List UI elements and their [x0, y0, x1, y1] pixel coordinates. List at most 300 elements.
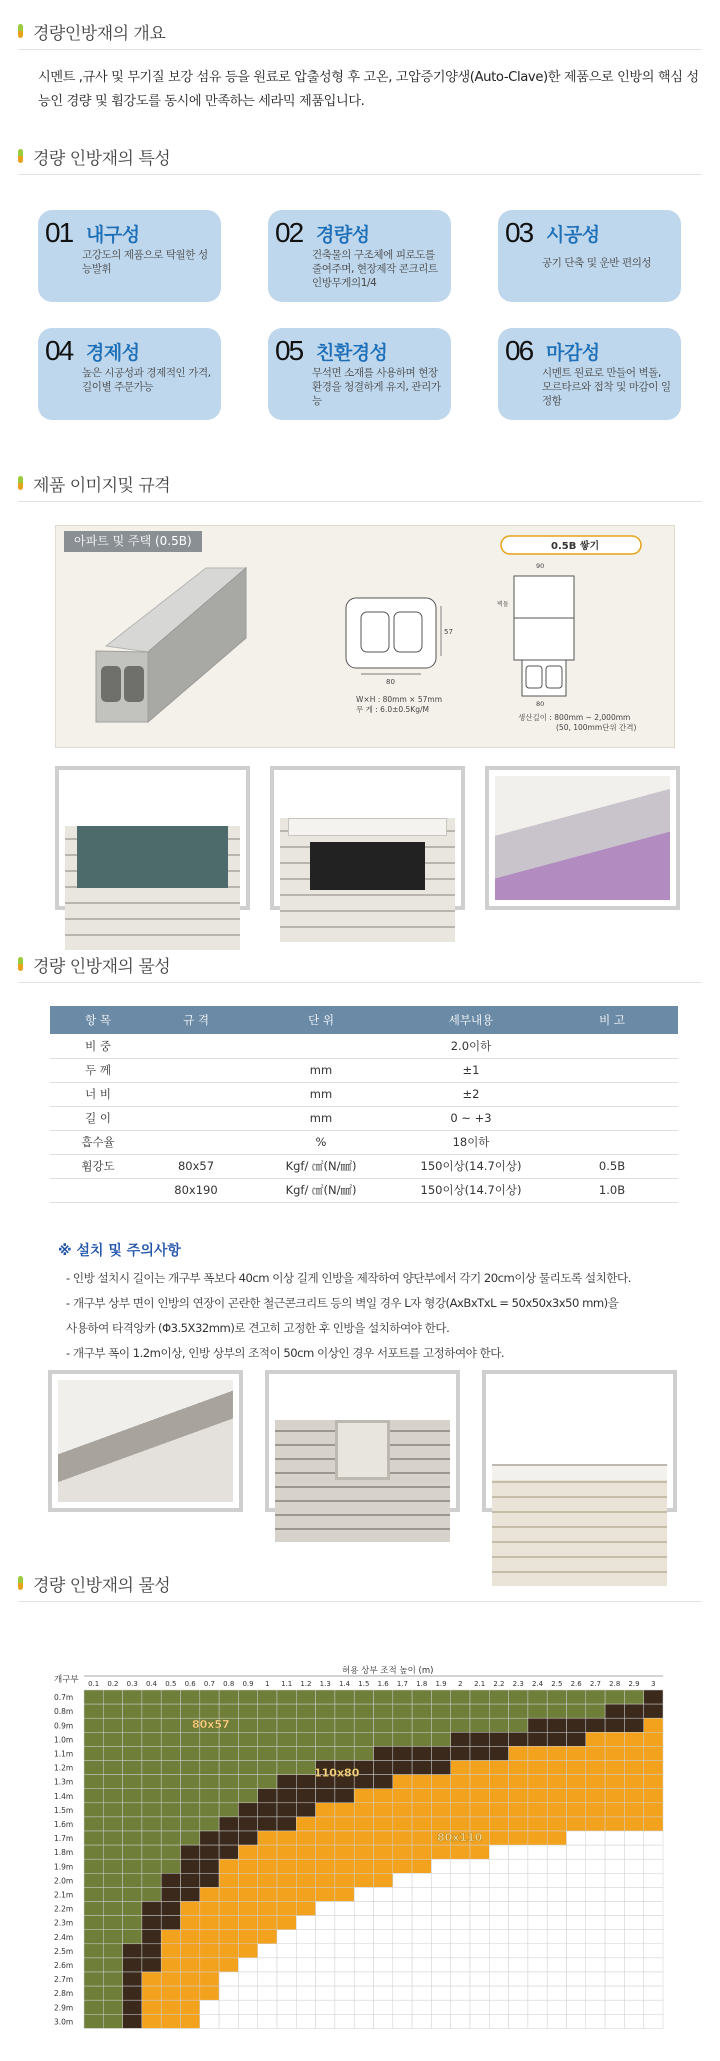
- heatmap-cell: [374, 1873, 393, 1887]
- heatmap-cell: [123, 1972, 142, 1986]
- heatmap-cell: [161, 1789, 180, 1803]
- heatmap-cell: [374, 1732, 393, 1746]
- heatmap-cell: [567, 1761, 586, 1775]
- heatmap-cell: [296, 2000, 315, 2014]
- section-title-images: 제품 이미지및 규격: [18, 472, 170, 494]
- heatmap-cell: [528, 1972, 547, 1986]
- heatmap-cell: [412, 1916, 431, 1930]
- heatmap-cell: [142, 1873, 161, 1887]
- heatmap-cell: [181, 1873, 200, 1887]
- heatmap-cell: [335, 1859, 354, 1873]
- heatmap-cell: [547, 1859, 566, 1873]
- heatmap-cell: [296, 1873, 315, 1887]
- heatmap-cell: [161, 1803, 180, 1817]
- heatmap-cell: [567, 1775, 586, 1789]
- heatmap-cell: [219, 2014, 238, 2028]
- heatmap-cell: [412, 1690, 431, 1704]
- heatmap-cell: [258, 1859, 277, 1873]
- heatmap-cell: [644, 2000, 663, 2014]
- heatmap-cell: [489, 1704, 508, 1718]
- heatmap-cell: [374, 1746, 393, 1760]
- heatmap-cell: [123, 1859, 142, 1873]
- x-tick-label: 0.9: [242, 1680, 254, 1688]
- heatmap-cell: [123, 1718, 142, 1732]
- heatmap-cell: [644, 1916, 663, 1930]
- heatmap-cell: [431, 1887, 450, 1901]
- heatmap-cell: [103, 1761, 122, 1775]
- heatmap-cell: [393, 1817, 412, 1831]
- heatmap-cell: [316, 1817, 335, 1831]
- heatmap-cell: [509, 2014, 528, 2028]
- heatmap-cell: [431, 1704, 450, 1718]
- heatmap-cell: [528, 1916, 547, 1930]
- heatmap-cell: [644, 1859, 663, 1873]
- y-tick-label: 2.4m: [54, 1932, 74, 1942]
- heatmap-cell: [489, 1873, 508, 1887]
- heatmap-cell: [335, 1817, 354, 1831]
- heatmap-cell: [528, 1704, 547, 1718]
- heatmap-cell: [200, 1845, 219, 1859]
- heatmap-cell: [335, 1789, 354, 1803]
- heatmap-cell: [296, 1916, 315, 1930]
- heatmap-cell: [412, 1761, 431, 1775]
- x-tick-label: 1.1: [281, 1680, 293, 1688]
- heatmap-cell: [258, 1958, 277, 1972]
- heatmap-cell: [470, 1859, 489, 1873]
- heatmap-cell: [451, 1732, 470, 1746]
- product-drawing: [56, 526, 676, 749]
- heatmap-cell: [489, 1817, 508, 1831]
- heatmap-cell: [644, 1704, 663, 1718]
- heatmap-cell: [258, 1831, 277, 1845]
- heatmap-cell: [277, 1845, 296, 1859]
- heatmap-cell: [489, 1986, 508, 2000]
- heatmap-cell: [374, 1958, 393, 1972]
- heatmap-cell: [451, 1902, 470, 1916]
- heatmap-cell: [624, 1817, 643, 1831]
- heatmap-cell: [470, 1944, 489, 1958]
- heatmap-cell: [605, 1958, 624, 1972]
- heatmap-cell: [103, 1944, 122, 1958]
- table-row: 비 중 2.0이하: [50, 1034, 678, 1058]
- heatmap-cell: [431, 1972, 450, 1986]
- heatmap-cell: [451, 1930, 470, 1944]
- heatmap-cell: [238, 1831, 257, 1845]
- heatmap-cell: [528, 1944, 547, 1958]
- heatmap-cell: [316, 1972, 335, 1986]
- heatmap-cell: [200, 1902, 219, 1916]
- heatmap-cell: [431, 1718, 450, 1732]
- heatmap-cell: [200, 1958, 219, 1972]
- heatmap-cell: [412, 1789, 431, 1803]
- y-tick-label: 2.9m: [54, 2003, 74, 2013]
- x-tick-label: 0.5: [165, 1680, 177, 1688]
- product-spec-panel: [55, 525, 675, 748]
- x-tick-label: 0.3: [126, 1680, 138, 1688]
- heatmap-cell: [567, 2014, 586, 2028]
- heatmap-cell: [470, 1789, 489, 1803]
- heatmap-cell: [528, 1746, 547, 1760]
- heatmap-cell: [528, 1803, 547, 1817]
- heatmap-cell: [644, 1972, 663, 1986]
- heatmap-cell: [258, 1817, 277, 1831]
- heatmap-cell: [470, 1761, 489, 1775]
- heatmap-cell: [123, 1873, 142, 1887]
- heatmap-cell: [277, 1732, 296, 1746]
- heatmap-cell: [84, 1831, 103, 1845]
- heatmap-cell: [412, 1944, 431, 1958]
- heatmap-cell: [277, 1930, 296, 1944]
- feature-card-3: 03 시공성 공기 단축 및 운반 편의성: [498, 210, 681, 302]
- heatmap-cell: [586, 1986, 605, 2000]
- heatmap-cell: [451, 1873, 470, 1887]
- heatmap-cell: [84, 1958, 103, 1972]
- heatmap-cell: [316, 1887, 335, 1901]
- table-row: 두 께 mm ±1: [50, 1058, 678, 1082]
- heatmap-cell: [316, 1803, 335, 1817]
- heatmap-cell: [123, 1704, 142, 1718]
- heatmap-cell: [84, 1704, 103, 1718]
- heatmap-cell: [528, 1732, 547, 1746]
- heatmap-cell: [624, 2000, 643, 2014]
- heatmap-cell: [200, 1887, 219, 1901]
- heatmap-cell: [451, 1746, 470, 1760]
- heatmap-cell: [238, 2014, 257, 2028]
- heatmap-cell: [509, 1902, 528, 1916]
- heatmap-cell: [586, 1944, 605, 1958]
- heatmap-cell: [200, 1704, 219, 1718]
- heatmap-cell: [277, 1958, 296, 1972]
- heatmap-cell: [470, 1845, 489, 1859]
- heatmap-cell: [393, 1803, 412, 1817]
- heatmap-cell: [354, 1732, 373, 1746]
- heatmap-cell: [431, 1930, 450, 1944]
- heatmap-cell: [316, 1718, 335, 1732]
- heatmap-cell: [335, 1704, 354, 1718]
- feature-card-6: 06 마감성 시멘트 원료로 만들어 벽돌, 모르타르와 접착 및 마감이 일정함: [498, 328, 681, 420]
- heatmap-cell: [567, 1916, 586, 1930]
- y-tick-label: 1.0m: [54, 1735, 74, 1745]
- heatmap-cell: [644, 1789, 663, 1803]
- heatmap-cell: [200, 2014, 219, 2028]
- heatmap-cell: [142, 1704, 161, 1718]
- heatmap-cell: [84, 1944, 103, 1958]
- heatmap-cell: [296, 2014, 315, 2028]
- heatmap-cell: [258, 1704, 277, 1718]
- heatmap-cell: [84, 1902, 103, 1916]
- heatmap-cell: [451, 1986, 470, 2000]
- heatmap-cell: [393, 1944, 412, 1958]
- heatmap-cell: [123, 2014, 142, 2028]
- heatmap-cell: [277, 1704, 296, 1718]
- heatmap-cell: [142, 2014, 161, 2028]
- x-tick-label: 1.2: [300, 1680, 312, 1688]
- heatmap-cell: [123, 1887, 142, 1901]
- heatmap-cell: [412, 1775, 431, 1789]
- heatmap-cell: [316, 1902, 335, 1916]
- heatmap-cell: [181, 1761, 200, 1775]
- heatmap-cell: [354, 1930, 373, 1944]
- bullet-icon: [18, 957, 23, 971]
- heatmap-cell: [509, 1761, 528, 1775]
- heatmap-cell: [181, 1845, 200, 1859]
- heatmap-cell: [431, 1845, 450, 1859]
- heatmap-cell: [181, 1859, 200, 1873]
- heatmap-cell: [431, 1732, 450, 1746]
- heatmap-cell: [296, 1986, 315, 2000]
- heatmap-cell: [489, 1845, 508, 1859]
- heatmap-cell: [547, 1958, 566, 1972]
- heatmap-cell: [335, 2014, 354, 2028]
- y-tick-label: 0.7m: [54, 1693, 74, 1703]
- heatmap-cell: [142, 1944, 161, 1958]
- heatmap-cell: [258, 1944, 277, 1958]
- brick-label: 벽돌: [497, 601, 509, 608]
- heatmap-cell: [547, 1789, 566, 1803]
- note-line: - 인방 설치시 길이는 개구부 폭보다 40cm 이상 길게 인방을 제작하여 양단부에서 각기 20cm이상 물리도록 설치한다.: [66, 1271, 631, 1285]
- heatmap-cell: [489, 1859, 508, 1873]
- heatmap-cell: [528, 1887, 547, 1901]
- y-tick-label: 2.3m: [54, 1918, 74, 1928]
- photo-install-5: [265, 1370, 460, 1512]
- heatmap-cell: [489, 1761, 508, 1775]
- heatmap-cell: [586, 1817, 605, 1831]
- heatmap-cell: [393, 1704, 412, 1718]
- heatmap-cell: [412, 1873, 431, 1887]
- bullet-icon: [18, 1576, 23, 1590]
- y-tick-label: 1.5m: [54, 1805, 74, 1815]
- heatmap-cell: [103, 1690, 122, 1704]
- heatmap-cell: [528, 1930, 547, 1944]
- heatmap-cell: [567, 1690, 586, 1704]
- heatmap-cell: [567, 1732, 586, 1746]
- heatmap-cell: [374, 1789, 393, 1803]
- heatmap-cell: [586, 1916, 605, 1930]
- heatmap-cell: [509, 1718, 528, 1732]
- heatmap-cell: [219, 1944, 238, 1958]
- heatmap-cell: [567, 1972, 586, 1986]
- heatmap-cell: [181, 1789, 200, 1803]
- heatmap-cell: [586, 1930, 605, 1944]
- heatmap-cell: [103, 2000, 122, 2014]
- heatmap-cell: [142, 1718, 161, 1732]
- heatmap-cell: [509, 1831, 528, 1845]
- y-tick-label: 0.9m: [54, 1721, 74, 1731]
- heatmap-cell: [547, 1873, 566, 1887]
- heatmap-cell: [258, 1902, 277, 1916]
- heatmap-cell: [200, 1831, 219, 1845]
- heatmap-cell: [277, 2014, 296, 2028]
- heatmap-cell: [393, 1930, 412, 1944]
- heatmap-cell: [238, 1902, 257, 1916]
- heatmap-cell: [161, 1986, 180, 2000]
- heatmap-cell: [296, 1690, 315, 1704]
- heatmap-cell: [586, 1775, 605, 1789]
- heatmap-cell: [451, 1859, 470, 1873]
- heatmap-cell: [586, 1902, 605, 1916]
- heatmap-cell: [470, 1986, 489, 2000]
- heatmap-cell: [605, 1789, 624, 1803]
- heatmap-cell: [219, 1775, 238, 1789]
- heatmap-cell: [181, 1887, 200, 1901]
- heatmap-cell: [412, 1930, 431, 1944]
- heatmap-cell: [161, 1831, 180, 1845]
- properties-table: [50, 1006, 678, 1203]
- heatmap-cell: [644, 1873, 663, 1887]
- heatmap-cell: [374, 1859, 393, 1873]
- heatmap-cell: [123, 1944, 142, 1958]
- heatmap-cell: [335, 1746, 354, 1760]
- zone-label: 80x57: [192, 1718, 230, 1732]
- heatmap-cell: [528, 1817, 547, 1831]
- x-tick-label: 1.5: [358, 1680, 370, 1688]
- heatmap-cell: [103, 1775, 122, 1789]
- heatmap-cell: [103, 1887, 122, 1901]
- heatmap-cell: [142, 1958, 161, 1972]
- notes-title: ※ 설치 및 주의사항: [58, 1243, 181, 1259]
- heatmap-cell: [354, 1902, 373, 1916]
- heatmap-cell: [567, 1746, 586, 1760]
- heatmap-cell: [258, 1732, 277, 1746]
- heatmap-cell: [431, 1775, 450, 1789]
- heatmap-cell: [412, 2014, 431, 2028]
- heatmap-cell: [103, 1859, 122, 1873]
- heatmap-cell: [509, 1690, 528, 1704]
- heatmap-cell: [374, 1718, 393, 1732]
- heatmap-cell: [393, 1958, 412, 1972]
- heatmap-cell: [181, 1916, 200, 1930]
- heatmap-cell: [431, 2014, 450, 2028]
- heatmap-cell: [335, 1916, 354, 1930]
- heatmap-cell: [393, 1718, 412, 1732]
- heatmap-cell: [431, 1761, 450, 1775]
- y-tick-label: 1.9m: [54, 1862, 74, 1872]
- heatmap-cell: [296, 1817, 315, 1831]
- heatmap-cell: [123, 1789, 142, 1803]
- y-tick-label: 2.6m: [54, 1961, 74, 1970]
- product-tag: 아파트 및 주택 (0.5B): [64, 531, 202, 552]
- heatmap-cell: [451, 1718, 470, 1732]
- heatmap-cell: [354, 1817, 373, 1831]
- heatmap-cell: [624, 1732, 643, 1746]
- heatmap-cell: [296, 1902, 315, 1916]
- heatmap-cell: [277, 1817, 296, 1831]
- heatmap-cell: [586, 1803, 605, 1817]
- heatmap-cell: [412, 1986, 431, 2000]
- heatmap-cell: [161, 1958, 180, 1972]
- x-tick-label: 2.8: [609, 1680, 621, 1688]
- heatmap-cell: [605, 1746, 624, 1760]
- heatmap-cell: [258, 1887, 277, 1901]
- heatmap-cell: [374, 1831, 393, 1845]
- heatmap-cell: [509, 1789, 528, 1803]
- x-tick-label: 1.3: [319, 1680, 331, 1688]
- heatmap-cell: [644, 1944, 663, 1958]
- heatmap-cell: [103, 1873, 122, 1887]
- heatmap-cell: [238, 1775, 257, 1789]
- heatmap-cell: [354, 1887, 373, 1901]
- heatmap-cell: [605, 1690, 624, 1704]
- heatmap-cell: [296, 1859, 315, 1873]
- heatmap-cell: [547, 1916, 566, 1930]
- x-tick-label: 0.2: [107, 1680, 119, 1688]
- heatmap-cell: [200, 1972, 219, 1986]
- heatmap-cell: [547, 1817, 566, 1831]
- heatmap-cell: [123, 1930, 142, 1944]
- heatmap-cell: [200, 1859, 219, 1873]
- heatmap-cell: [489, 1690, 508, 1704]
- heatmap-cell: [181, 2000, 200, 2014]
- heatmap-cell: [605, 1775, 624, 1789]
- heatmap-cell: [451, 1761, 470, 1775]
- heatmap-cell: [431, 1789, 450, 1803]
- heatmap-cell: [238, 1690, 257, 1704]
- heatmap-cell: [412, 1887, 431, 1901]
- heatmap-cell: [84, 1972, 103, 1986]
- heatmap-cell: [489, 2000, 508, 2014]
- heatmap-cell: [489, 2014, 508, 2028]
- heatmap-cell: [586, 1972, 605, 1986]
- heatmap-cell: [644, 1958, 663, 1972]
- heatmap-cell: [277, 1718, 296, 1732]
- heatmap-cell: [393, 2014, 412, 2028]
- heatmap-cell: [528, 1718, 547, 1732]
- heatmap-cell: [161, 1732, 180, 1746]
- heatmap-cell: [644, 1732, 663, 1746]
- heatmap-cell: [567, 1902, 586, 1916]
- note-line: 사용하여 타격앙카 (Φ3.5X32mm)로 견고히 고정한 후 인방을 설치하여야 한다.: [66, 1321, 450, 1335]
- heatmap-cell: [103, 1831, 122, 1845]
- length-line-1: 생산길이 : 800mm ~ 2,000mm: [518, 713, 631, 722]
- heatmap-cell: [219, 1845, 238, 1859]
- heatmap-cell: [238, 1986, 257, 2000]
- heatmap-cell: [412, 1746, 431, 1760]
- heatmap-cell: [219, 1732, 238, 1746]
- x-tick-label: 2: [458, 1680, 463, 1688]
- heatmap-cell: [605, 1803, 624, 1817]
- heatmap-cell: [489, 1775, 508, 1789]
- heatmap-cell: [316, 1746, 335, 1760]
- heatmap-cell: [277, 1972, 296, 1986]
- heatmap-cell: [258, 2014, 277, 2028]
- heatmap-cell: [277, 1761, 296, 1775]
- note-line: - 개구부 상부 면이 인방의 연장이 곤란한 철근콘크리트 등의 벽일 경우 L자 형강(AxBxTxL = 50x50x3x50 mm)을: [66, 1296, 619, 1310]
- heatmap-cell: [431, 1873, 450, 1887]
- heatmap-cell: [547, 1930, 566, 1944]
- table-header: 규 격: [146, 1006, 246, 1034]
- heatmap-cell: [624, 1831, 643, 1845]
- heatmap-cell: [258, 1775, 277, 1789]
- heatmap-cell: [181, 1930, 200, 1944]
- span-chart: [52, 1660, 672, 2040]
- heatmap-cell: [277, 1690, 296, 1704]
- heatmap-cell: [586, 1746, 605, 1760]
- heatmap-cell: [547, 1732, 566, 1746]
- heatmap-cell: [547, 1887, 566, 1901]
- heatmap-cell: [161, 2014, 180, 2028]
- heatmap-cell: [316, 1986, 335, 2000]
- heatmap-cell: [509, 1859, 528, 1873]
- heatmap-cell: [84, 2014, 103, 2028]
- y-tick-label: 0.8m: [54, 1707, 74, 1717]
- heatmap-cell: [528, 1859, 547, 1873]
- x-tick-label: 2.6: [570, 1680, 582, 1688]
- heatmap-cell: [84, 1873, 103, 1887]
- heatmap-cell: [200, 1930, 219, 1944]
- heatmap-cell: [335, 1718, 354, 1732]
- heatmap-cell: [123, 1902, 142, 1916]
- heatmap-cell: [142, 1746, 161, 1760]
